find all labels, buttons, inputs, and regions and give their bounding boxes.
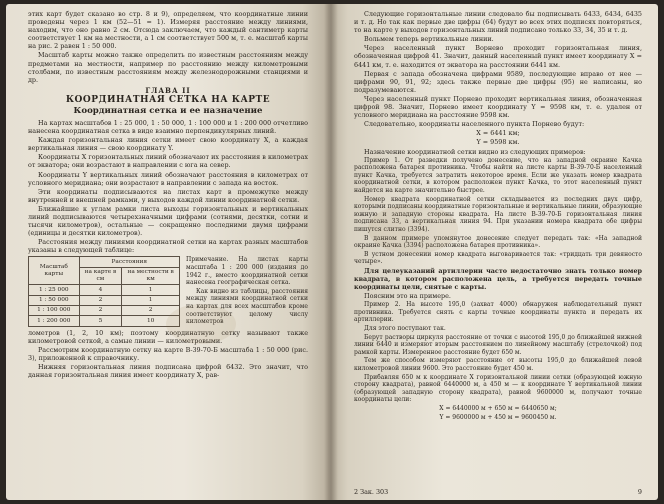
right-para: Через населенный пункт Порнево проходит вертикальная линия, обозначенная цифрой 98. Значит, Порнево имеет координату Y = 9598 км, т. е. удален от условного меридиана на расстояние 9598 км. [354, 94, 642, 120]
table-cell-km: 1 [122, 295, 180, 305]
table-note: Примечание. На листах карты масштаба 1 : 200 000 (издания до 1942 г., вместо координатной сетки нанесена географическая сетка. [186, 256, 308, 287]
table-cell-km: 10 [122, 316, 180, 326]
table-header-row [29, 257, 180, 267]
table-cell-km: 2 [122, 306, 180, 316]
book-spread [6, 4, 658, 500]
example-paragraph: В данном примере упомянутое донесение следует передать так: «На западной окраине Качка (3394) расположена батарея противника». [354, 234, 642, 250]
left-para-end-1: Рассмотрим координатную сетку на карте В-39-70-Б масштаба 1 : 50 000 (рис. 3), приложенной к справочнику. [28, 345, 308, 363]
table-header-km: на местности в км [122, 267, 180, 285]
right-para: Первая с запада обозначена цифрами 9589, последующие вправо от нее — цифрами 90, 91, 92; здесь также первые две цифры (95) не написаны, но подразумеваются. [354, 69, 642, 94]
right-para: Через населенный пункт Ворнево проходит горизонтальная линия, обозначенная цифрой 41. Значит, данный населенный пункт имеет координату X = 6441 км, т. е. находится от экватора на расстоянии 6441 км. [354, 44, 642, 69]
table-cell-km: 1 [122, 285, 180, 295]
right-para: Следовательно, координаты населенного пункта Порнево будут: [364, 120, 585, 129]
table-header-cm: на карте в см [79, 267, 122, 285]
left-page [6, 4, 328, 500]
table-cell-cm: 5 [79, 316, 122, 326]
example-paragraph: Номер квадрата координатной сетки складывается из последних двух цифр, которыми подписаны координатные горизонтальные и вертикальные линии, образующие южную и западную стороны квадрата. На листе В-39-70-Б горизонтальная линия подписана 33, а вертикальная линия 94. При указании номера квадрата обе цифры пишутся слитно (3394). [354, 195, 642, 233]
left-paragraph: На картах масштабов 1 : 25 000, 1 : 50 000, 1 : 100 000 и 1 : 200 000 отчетливо нанесена координатная сетка в виде взаимно перпендикулярных линий. [28, 118, 308, 136]
table-cell-scale: 1 : 25 000 [29, 285, 80, 295]
right-para: Поясним это на примере. [364, 292, 451, 301]
table-cell-cm: 2 [79, 306, 122, 316]
scale-table [28, 256, 180, 326]
table-cell-cm: 2 [79, 295, 122, 305]
page-number: 9 [637, 487, 642, 496]
table-row [29, 306, 180, 316]
left-paragraph: Эти координаты подписываются на листах карт в промежутке между внутренней и внешней рамками, у выходов каждой линии координатной сетки. [28, 187, 308, 204]
formula-y: Y = 9598 км. [476, 138, 520, 147]
right-page [328, 4, 658, 500]
table-side-paragraph: Как видно из таблицы, расстояния между линиями координатной сетки на картах для всех масштабов кроме соответствуют целому числу километров [186, 287, 308, 326]
section-title: Координатная сетка и ее назначение [73, 105, 263, 116]
right-para: Назначение координатной сетки видно из следующих примеров: [364, 147, 586, 156]
example-paragraph: Прибавляя 650 м к координате X горизонтальной линии сетки (образующей южную сторону квадрата), равной 6440000 м, а 450 м — к координате Y вертикальной линии (образующей западную сторону квадрата), равной 9600000 м, получают точные координаты цели: [354, 373, 642, 404]
left-para-after-table: лометров (1, 2, 10 км); поэтому координатную сетку называют также километровой сеткой, а самые линии — километровыми. [28, 328, 308, 345]
right-para: Вольмем теперь вертикальные линии. [364, 35, 494, 44]
table-cell-scale: 1 : 50 000 [29, 295, 80, 305]
table-header-scale: Масштаб карты [29, 257, 80, 285]
left-para-end-2: Нижняя горизонтальная линия подписана цифрой 6432. Это значит, что данная горизонтальная линия имеет координату X, рав- [28, 363, 308, 380]
left-paragraph: Координаты Y вертикальных линий обозначают расстояния в километрах от условного меридиана; они возрастают в направлении с запада на восток. [28, 170, 308, 187]
table-cell-scale: 1 : 100 000 [29, 306, 80, 316]
left-paragraph: Ближайшие к углам рамки листа выходы горизонтальных и вертикальных линий подписываются четырехзначными цифрами (сотнями, десятки, сотни и тысячи километров), остальные — сокращенно последними двумя цифрами (единицы и десятки километров). [28, 204, 308, 238]
formula-target-y: Y = 9600000 м + 450 м = 9600450 м. [439, 413, 557, 421]
table-block [28, 256, 308, 326]
table-cell-scale: 1 : 200 000 [29, 316, 80, 326]
example-paragraph: Для этого поступают так. [364, 325, 446, 333]
example-paragraph: Пример 2. На высоте 195,0 (захват 4000) обнаружен наблюдательный пункт противника. Требуется снять с карты точные координаты пункта и передать их артиллерии. [354, 301, 642, 324]
example-paragraph: Пример 1. От разведки получено донесение, что на западной окраине Качка расположена батарея противника. Чтобы найти на листе карты В-39-70-Б населенный пункт Качка, требуется затратить некоторое время. Если же указать номер квадрата координатной сетки, в котором расположен пункт Качка, то этот населенный пункт найдется на карте значительно быстрее. [354, 156, 642, 194]
table-side-column [186, 256, 308, 326]
left-paragraph: Расстояния между линиями координатной сетки на картах разных масштабов указаны в следующей таблице: [28, 238, 308, 255]
formula-x: X = 6441 км; [476, 129, 520, 138]
table-cell-cm: 4 [79, 285, 122, 295]
right-para: Следующие горизонтальные линии следовало бы подписывать 6433, 6434, 6435 и т. д. Но так как первые две цифры (64) будут во всех этих подписях повторяться, то на карте у выходов горизонтальных линий подписано только 33, 34, 35 и т. д. [354, 10, 642, 35]
table-row [29, 285, 180, 295]
chapter-number: ГЛАВА II [145, 85, 191, 95]
left-para-top-2: Масштаб карты можно также определить по известным расстояниям между предметами на местности, например по расстоянию между километровыми столбами, по известным расстояниям между железнодорожными станциями и др. [28, 51, 308, 84]
example-paragraph: Тем же способом измеряют расстояние от высоты 195,0 до ближайшей левой километровой линии 9600. Это расстояние будет 450 м. [354, 357, 642, 373]
table-header-distances: Расстояния [79, 257, 179, 267]
formula-target-x: X = 6440000 м + 650 м = 6440650 м; [439, 405, 557, 412]
chapter-title: КООРДИНАТНАЯ СЕТКА НА КАРТЕ [65, 94, 271, 105]
table-row [29, 316, 180, 326]
left-paragraph: Каждая горизонтальная линия сетки имеет свою координату X, а каждая вертикальная линия — свою координату Y. [28, 136, 308, 153]
example-2-block [354, 301, 642, 421]
table-row [29, 295, 180, 305]
signature-mark: 2 Зак. 303 [354, 487, 389, 496]
example-paragraph: Берут растворы циркуля расстояние от точки с высотой 195,0 до ближайшей нижней линии 6440 и измеряют вторым расстоянием по линейному масштабу (стрелочкой) под рамкой карты. Измеренное расстояние будет 650 м. [354, 333, 642, 356]
left-para-top-1: этих карт будет сказано во стр. 8 и 9), определяем, что координатные линии проведены через 1 км (52—51 = 1). Измеряя расстояние между линиями, находим, что оно равно 2 см. Отсюда заключаем, что каждый сантиметр карты соответствует 1 км на местности, а 1 см соответствует 500 м, т. е. масштаб карты на рис. 2 равен 1 : 50 000. [28, 10, 308, 51]
right-footer [354, 488, 642, 496]
left-paragraph: Координаты X горизонтальных линий обозначают их расстояния в километрах от экватора; они возрастают в направлении с юга на север. [28, 153, 308, 170]
example-paragraph: В устном донесении номер квадрата выговаривается так: «тридцать три девяносто четыре». [354, 250, 642, 266]
example-1-block [354, 157, 642, 266]
right-para-emphasis: Для целеуказаний артиллерии часто недостаточно знать только номер квадрата, в котором расположена цель, а требуется передать точные координаты цели, снятые с карты. [354, 266, 642, 292]
